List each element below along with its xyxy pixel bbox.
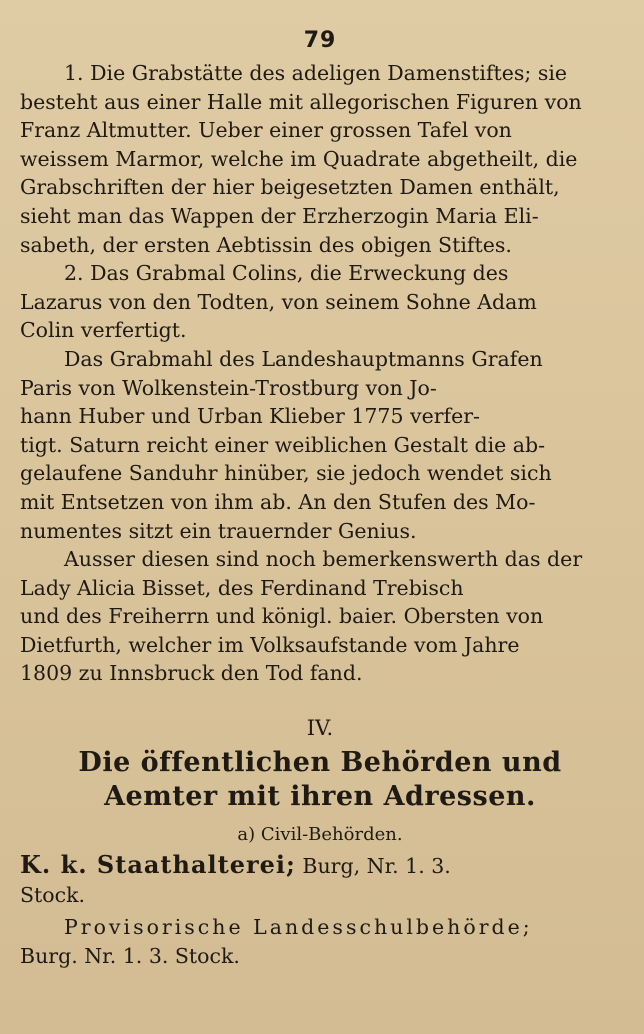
section-number: IV. [306, 716, 334, 741]
paragraph-grabmal-colins [20, 259, 620, 345]
text-line: gelaufene Sanduhr hinüber, sie jedoch wendet sich [20, 461, 552, 486]
text-line: 1. Die Grabstätte des adeligen Damenstiftes; sie [64, 61, 568, 85]
text-line: Paris von Wolkenstein-Trostburg von Jo- [20, 375, 437, 400]
section-heading-line2: Aemter mit ihren Adressen. [104, 781, 536, 813]
text-line: Franz Altmutter. Ueber einer grossen Tafel von [20, 118, 512, 143]
text-line: 2. Das Grabmal Colins, die Erweckung des [64, 261, 509, 286]
paragraph-grabmahl-landeshauptmann [20, 345, 620, 545]
paragraph-ausser-diesen [20, 545, 620, 688]
text-line: hann Huber und Urban Klieber 1775 verfer- [20, 404, 480, 429]
text-line: sabeth, der ersten Aebtissin des obigen Stiftes. [20, 232, 512, 257]
entry-address: Burg, Nr. 1. 3. [295, 854, 451, 879]
text-line: Das Grabmahl des Landeshauptmanns Grafen [64, 346, 543, 371]
text-line: numentes sitzt ein trauernder Genius. [20, 518, 417, 543]
text-line: und des Freiherrn und königl. baier. Obersten von [20, 604, 544, 629]
text-line: 1809 zu Innsbruck den Tod fand. [20, 661, 363, 686]
entry-line: Stock. [20, 882, 86, 907]
paragraph-grabstaette [20, 59, 620, 259]
text-line: sieht man das Wappen der Erzherzogin Maria Eli- [20, 203, 539, 228]
entry-staathalterei [20, 851, 620, 881]
text-line: tigt. Saturn reicht einer weiblichen Gestalt die ab- [20, 432, 546, 457]
text-line: Ausser diesen sind noch bemerkenswerth das der [64, 547, 583, 572]
text-line: Lady Alicia Bisset, des Ferdinand Trebisch [20, 575, 464, 600]
text-line: Dietfurth, welcher im Volksaufstande vom Jahre [20, 632, 520, 657]
text-line: Grabschriften der hier beigesetzten Damen enthält, [20, 175, 560, 200]
text-line: Lazarus von den Todten, von seinem Sohne Adam [20, 289, 537, 314]
text-line: mit Entsetzen von ihm ab. An den Stufen des Mo- [20, 489, 536, 514]
text-line: weissem Marmor, welche im Quadrate abgetheilt, die [20, 146, 578, 171]
section-heading-line1: Die öffentlichen Behörden und [78, 747, 562, 779]
entry-line: Burg. Nr. 1. 3. Stock. [20, 943, 240, 968]
text-line: Colin verfertigt. [20, 318, 187, 343]
text-line: besteht aus einer Halle mit allegorischen Figuren von [20, 89, 582, 114]
entry-name: K. k. Staathalterei; [20, 850, 296, 880]
entry-landesschulbehoerde: Provisorische Landesschulbehörde; [64, 915, 533, 940]
subheading: a) Civil-Behörden. [237, 824, 403, 846]
page-number: 79 [303, 28, 337, 53]
